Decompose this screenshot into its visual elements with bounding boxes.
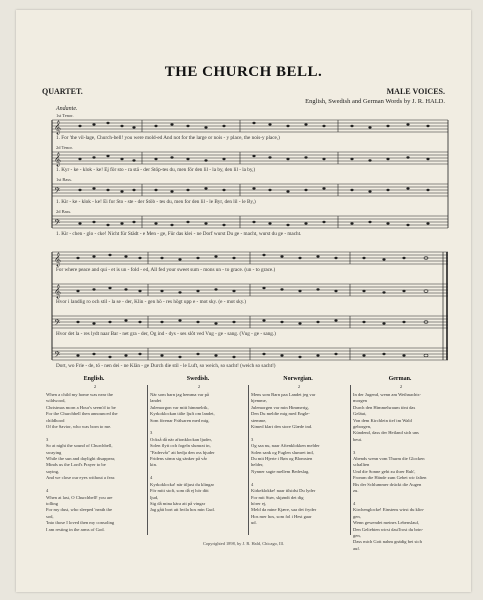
svg-text:𝄞: 𝄞: [54, 252, 62, 266]
svg-text:𝄢: 𝄢: [54, 319, 61, 330]
lyric-line-english-1: 1. For 'the vil-lage, Church-bell! you were mold-ed And not for the large or nois - y place, the nois-y place,): [56, 135, 280, 141]
song-title: THE CHURCH BELL.: [164, 64, 323, 80]
male-voices-label: MALE VOICES.: [386, 87, 445, 96]
lyric-line-norwegian-2: Hvor det la - res lydt naar Bar - net gra - der, Og ind - dys - ses slôt ved Vug - ge - sang. (Vug - ge - sang.): [56, 331, 276, 337]
voice-label-1st-bass: 1st Bass.: [56, 177, 73, 182]
verse-no-norwegian: 2: [297, 384, 301, 389]
quartet-label: QUARTET.: [42, 87, 83, 96]
lyric-line-swedish-1: 1. Kyr - ke - klok - ke! Ej för sto - ra stä - der Stöp-tes du, men för den lil - la by, den lil - la by,): [56, 167, 256, 173]
lyric-line-norwegian-1: 1. Kir - ke - klok - ke! Ei for Sto - ste - der Stöb - tes du, men for den lil - le Byr, den lil - le By,): [56, 199, 256, 205]
music-system-2: [38, 246, 450, 376]
column-title-swedish: Swedish.: [186, 376, 210, 382]
verse-text-german: In der Jugend, wenn am Weihnachts- morgen Durch den Himmelsraum tönt das Geläut, Von dem Kirchlein tief im Wald geborgen, Kündend, dass der Heiland sich uns beut. 3 Abends wenn vom Thurm die Glocken schallten Und die Sonne geht zu ihrer Ruh', Fromm die Hände zum Gebet wir falten Bis der Schlummer drückt die Augen zu. 4 Kirchenglocke! Einstens wirst du klin- gen, Wenn gewendet meines Lebenslauf, Den Geliebten wirst dauTrost du brin- gen, Dass mich Gott nahm gnädig bei sich auf.: [353, 392, 427, 551]
verse-text-english: When a child my home was near the wildwood, Christmas morn a Hour's seem'd to be For the Churchbell then announced the childhood Of the Savior, who was born to me. 3 So at night the sound of Churchbell, swaying While the sun and daylight disappear, Minds us the Lord's Prayer to be saying, And we close our eyes without a fear. 4 When at last, O Churchbell! you are tolling For my dust, who sleeped 'neath the sod, 'Into those I loved then my consoling I am resting in the arms of God.: [46, 392, 118, 532]
verse-text-norwegian: Mens som Barn paa Landet jeg var hjemme, Julemorgen var min Himmerig, Den Du meldte mig med Engle- stemme, Kimed klart den store Glæde ind. 3 Og saa nu, naar Aftenklokken melder Solen sank og Fuglen slumret ind, Du mit Hjerte i Bøn og Blomsten helder, Nynner sagte mellem Bedeslag. 4 Kirkeklokke! naar tilsidst Du lyder For mit Støv, skjøndt det dig hörer ej, Meld da mine Kjære, saa det fryder Hos mer hos, som fol i Hest gaar ud.: [251, 392, 320, 526]
lyric-line-swedish-2: Hvor i landlig ro och stil - la se - der, Klin - gen hö - res högt upp e - mot sky. (e - mot sky.): [56, 299, 247, 305]
svg-text:𝄢: 𝄢: [54, 187, 61, 198]
voice-label-2d-bass: 2d Bass.: [56, 209, 72, 214]
sheet-music-page: [16, 10, 471, 592]
verse-no-german: 2: [399, 384, 403, 389]
column-divider: [248, 385, 249, 535]
verse-no-swedish: 2: [197, 384, 201, 389]
column-title-english: English.: [83, 376, 105, 382]
svg-text:𝄞: 𝄞: [54, 120, 62, 134]
music-system-1: [38, 114, 450, 246]
verse-text-swedish: När som barn jag hemma var på landet Julemorgon var mitt himmelrik, Kyrkoklockan tälte ljuft om landet, Som förenar Frälsaren med mig. 3 Också då när aftonklockan ljuder, Solen flytt och fogeln slumrat in, "Fadervår" att bedja den oss bjuder Fridens sömn sig sänker på vår kin. 4 Kyrkoklocka! när tiljust du klingar För mitt stoft, som då ej hör ditt ljud, Sig då mina kära att på vingar Jag gått bort att hvila hos min Gud.: [150, 392, 215, 513]
lyric-line-english-2: For where peace and qui - et is un - fold - ed, All fed your sweet sum - mons un - to grace. (un - to grace.): [56, 267, 276, 273]
words-credit: English, Swedish and German Words by J. R. HALD.: [305, 98, 445, 105]
svg-text:𝄞: 𝄞: [54, 152, 62, 166]
svg-text:𝄢: 𝄢: [54, 219, 61, 230]
copyright-notice: Copyrighted 1898, by J. R. Hald, Chicago, Ill.: [202, 541, 285, 546]
lyric-line-german-2: Dort, wo Frie - de, tö - nen dei - ne Klän - ge Durch die stil - le Luft, so weich, so sacht! (weich so sacht!): [56, 363, 276, 369]
verse-no-english: 2: [93, 384, 97, 389]
staff-4: [52, 216, 448, 228]
column-title-german: German.: [388, 376, 412, 382]
voice-label-2d-tenor: 2d Tenor.: [56, 145, 73, 150]
lyric-line-german-1: 1. Kir - chen - glo - cke! Nicht für Städt - e Men - ge, Für das klei - ne Dorf wurst Du ge - macht, wurst du ge - macht.: [56, 231, 302, 237]
tempo-marking: Andante.: [56, 106, 78, 112]
column-divider: [350, 385, 351, 535]
svg-text:𝄞: 𝄞: [54, 284, 62, 298]
column-title-norwegian: Norwegian.: [283, 376, 313, 382]
column-divider: [147, 385, 148, 535]
svg-text:𝄢: 𝄢: [54, 351, 61, 362]
voice-label-1st-tenor: 1st Tenor.: [56, 113, 74, 118]
